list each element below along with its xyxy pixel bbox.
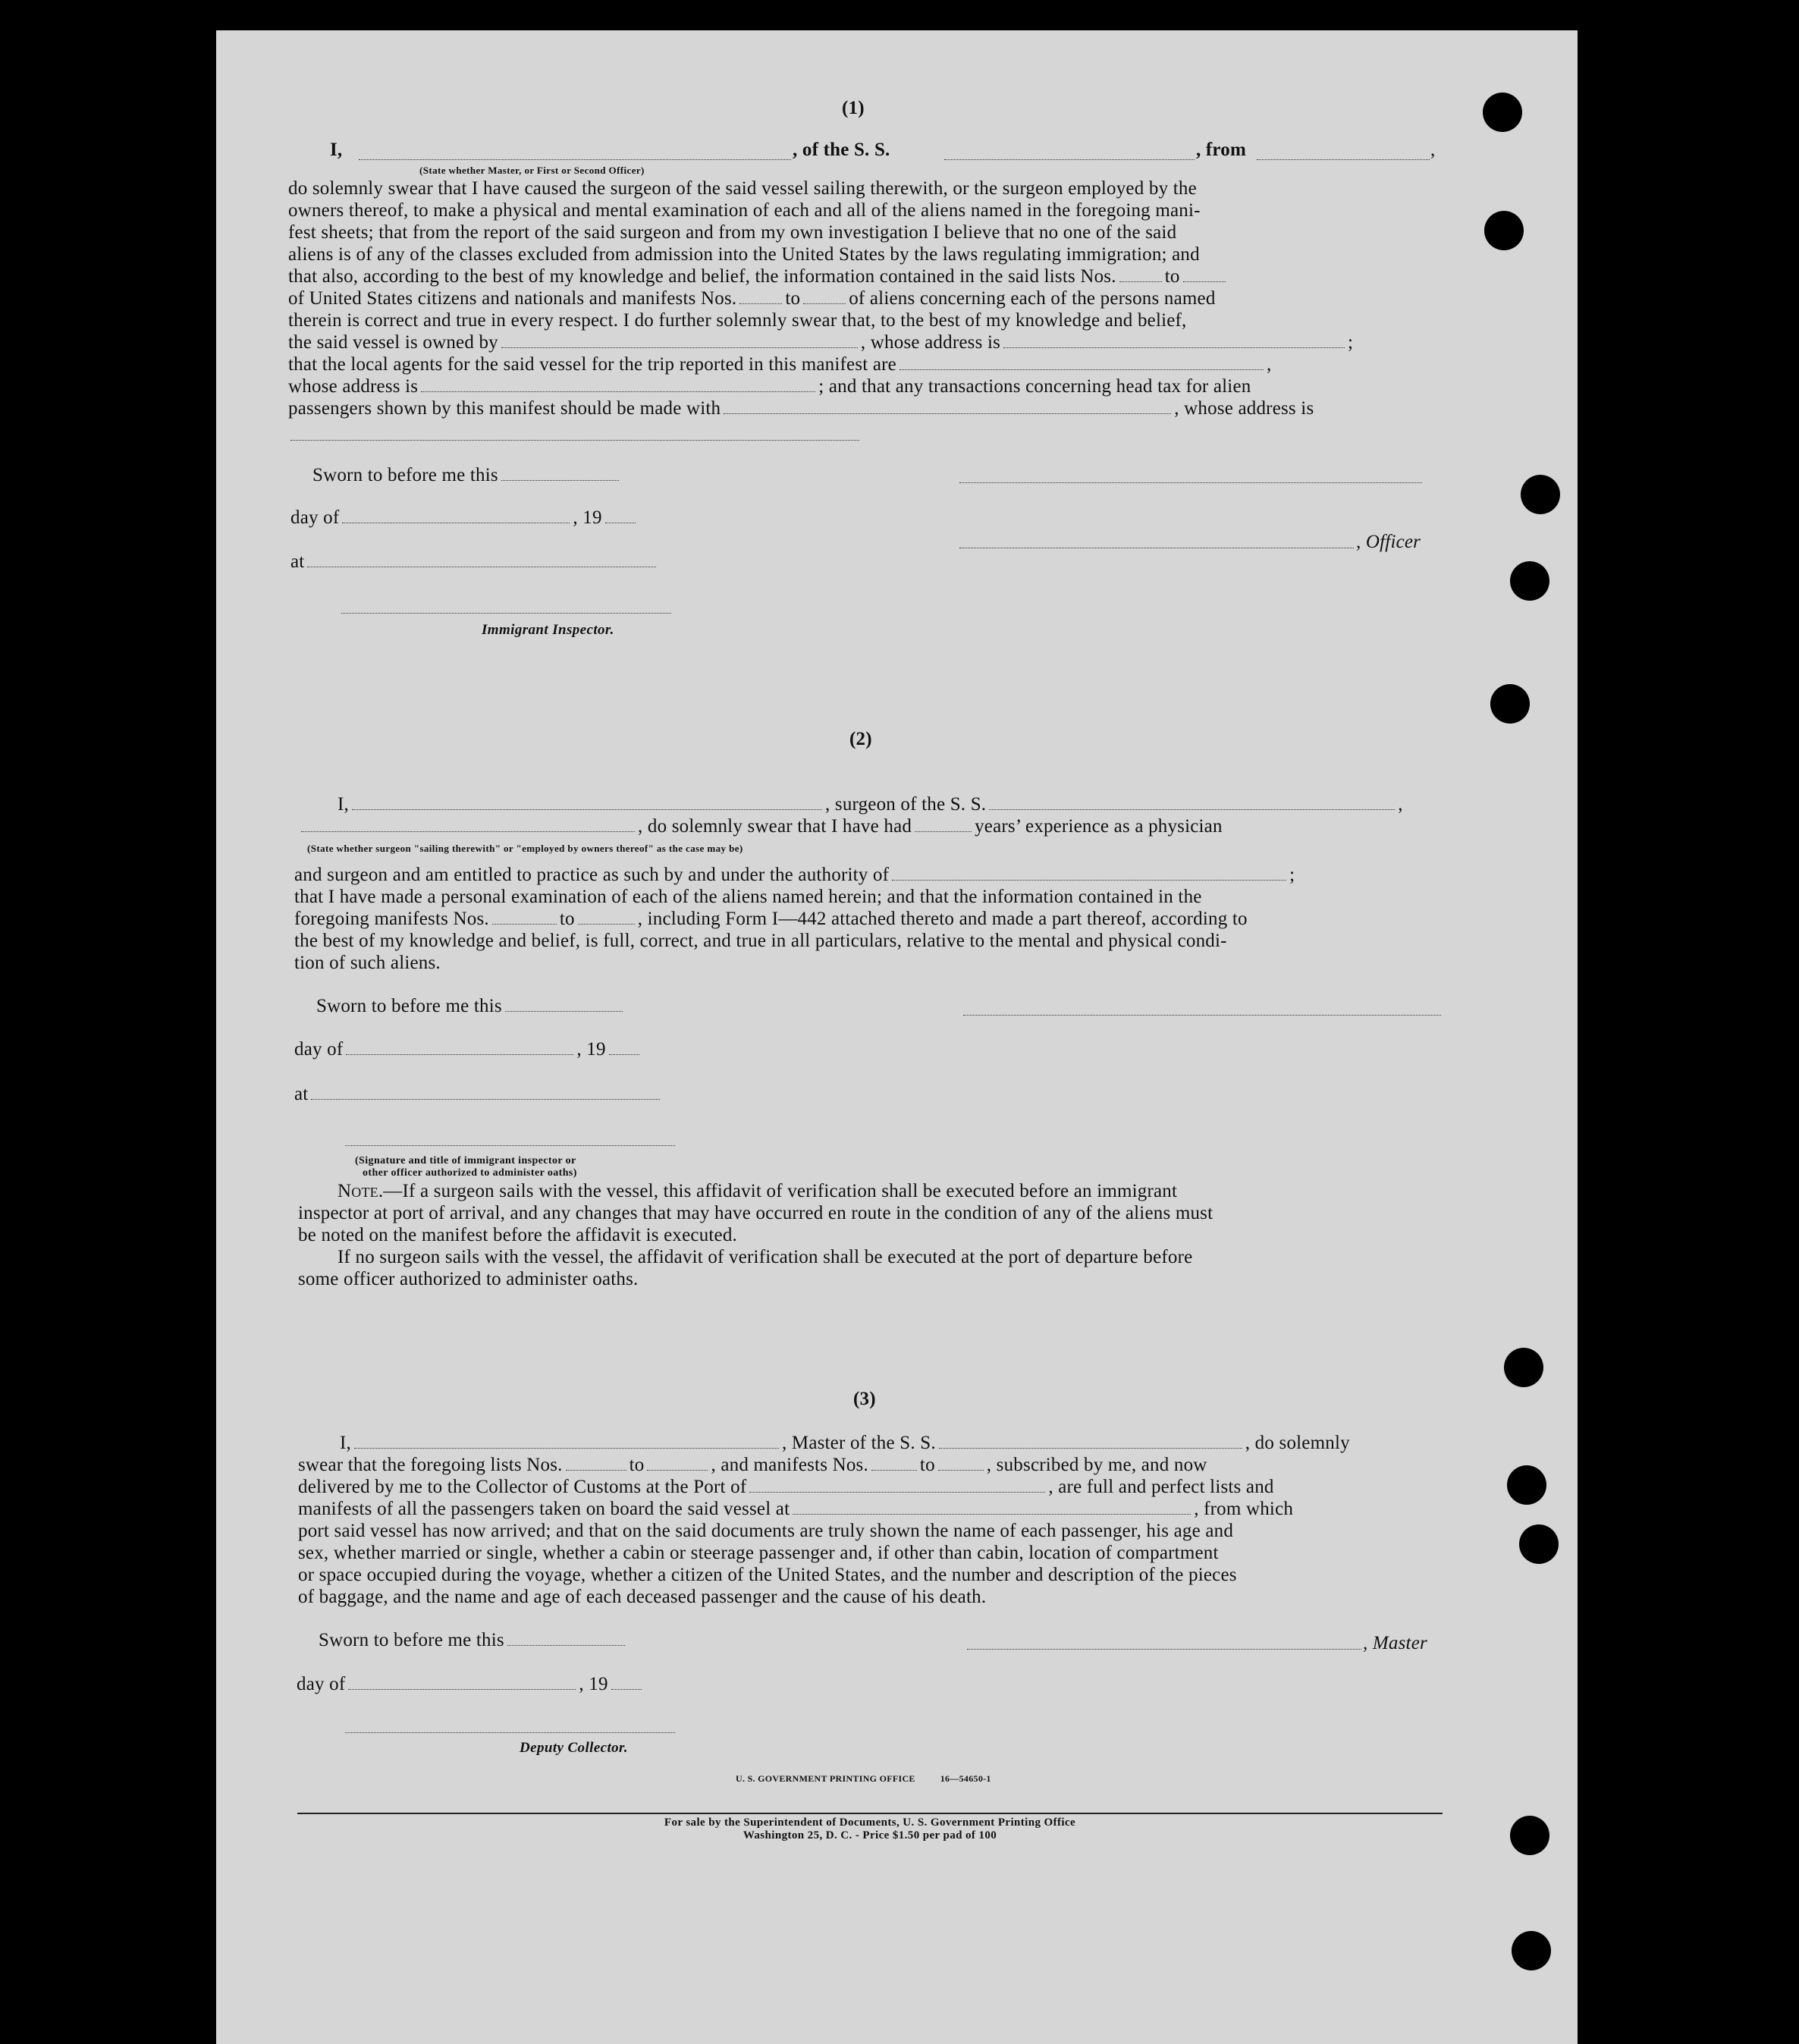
section3-line7: or space occupied during the voyage, whether a citizen of the United States, and the number and description of the pieces [298,1565,1237,1585]
para1-line7: therein is correct and true in every respect. I do further solemnly swear that, to the best of my knowledge and belief, [288,310,1187,331]
para1-line1: do solemnly swear that I have caused the surgeon of the said vessel sailing therewith, or the surgeon employed by the [288,178,1197,199]
master-signature-field[interactable] [967,1649,1361,1650]
semicolon: ; [1348,332,1354,353]
day-of-text: day of [297,1674,346,1694]
years-experience-field[interactable] [915,830,972,832]
manifests-nos-to-field[interactable] [803,303,846,304]
section-2-number: (2) [849,729,872,749]
local-agents-field[interactable] [900,369,1264,370]
surgeon-type-field[interactable] [301,830,635,832]
note-text: —If a surgeon sails with the vessel, this affidavit of verification shall be executed before an immigrant [383,1181,1178,1201]
whose-address-is-text: , whose address is [1174,398,1314,419]
sworn-text: Sworn to before me this [316,996,502,1016]
whose-address-text: whose address is [288,376,419,397]
manifests-from-field[interactable] [492,923,557,925]
year-field[interactable] [611,1688,642,1690]
at-text: at [294,1084,309,1104]
perfect-lists-text: , are full and perfect lists and [1048,1477,1274,1497]
to-text: to [559,909,575,929]
from-which-text: , from which [1194,1499,1294,1519]
from-comma: , [1430,140,1436,160]
declarant-label: I, [338,794,349,815]
head-tax-text: ; and that any transactions concerning head tax for alien [818,376,1251,397]
officer-signature-field[interactable] [959,482,1422,483]
lists-nos-text: that also, according to the best of my knowledge and belief, the information contained in the said lists Nos. [288,266,1116,287]
do-solemnly-text: , do solemnly [1245,1433,1350,1453]
sworn-date-field[interactable] [501,479,619,481]
authorized-officer-signature-field[interactable] [345,1145,675,1146]
para1-line5 [288,265,1229,287]
to-text: to [1164,266,1180,287]
declarant-label: I, [340,1433,351,1453]
head-tax-contact-field[interactable] [724,413,1171,414]
section3-line5: port said vessel has now arrived; and that on the said documents are truly shown the name of each passenger, his age and [298,1521,1234,1541]
note-paragraph-line3: be noted on the manifest before the affidavit is executed. [298,1225,737,1245]
day-of-label-3 [297,1673,645,1695]
section2-line1 [338,793,1403,815]
of-the-ss-label: , of the S. S. [793,140,890,160]
note2-paragraph-line1: If no surgeon sails with the vessel, the affidavit of verification shall be executed at the port of departure before [338,1247,1193,1267]
note-paragraph-line1 [338,1180,1177,1202]
day-month-field[interactable] [342,522,570,523]
sworn-text: Sworn to before me this [319,1630,504,1650]
manifests-from-field[interactable] [871,1469,917,1471]
punch-hole [1484,211,1524,250]
year-text: , 19 [579,1674,608,1694]
surgeon-of-text: , surgeon of the S. S. [824,794,987,815]
section2-line2 [298,815,1223,837]
manifests-to-field[interactable] [938,1469,984,1471]
punch-hole [1490,684,1530,724]
officer-note: (State whether Master, or First or Second Officer) [419,165,645,176]
vessel-name-field[interactable] [944,159,1195,160]
surgeon-type-note: (State whether surgeon "sailing therewith" or "employed by owners thereof" as the case may be) [307,843,743,854]
section3-line2 [298,1454,1207,1476]
sworn-text: Sworn to before me this [312,465,498,485]
para1-line4: aliens is of any of the classes excluded from admission into the United States by the laws regulating immigration; and [288,244,1200,265]
section-3-number: (3) [853,1389,876,1409]
lists-nos-text: swear that the foregoing lists Nos. [298,1455,563,1475]
taken-on-board-text: manifests of all the passengers taken on board the said vessel at [298,1499,790,1519]
sworn-label-2 [316,995,626,1017]
authority-field[interactable] [892,879,1286,881]
note-label: Note. [338,1181,384,1201]
punch-hole [1504,1348,1543,1387]
sworn-date-field[interactable] [505,1010,623,1012]
punch-hole [1510,1816,1549,1855]
delivered-text: delivered by me to the Collector of Customs at the Port of [298,1477,747,1497]
owner-address-field[interactable] [1003,347,1345,348]
section2-line7: tion of such aliens. [294,953,441,973]
section3-line8: of baggage, and the name and age of each deceased passenger and the cause of his death. [298,1587,987,1607]
declarant-label: I, [330,140,343,160]
punch-hole [1510,561,1549,601]
master-label: , Master [1363,1633,1427,1653]
para1-line2: owners thereof, to make a physical and mental examination of each and all of the aliens named in the foregoing mani- [288,200,1201,221]
master-name-field[interactable] [354,1447,779,1449]
sworn-label-1 [312,464,622,486]
day-month-field[interactable] [346,1053,573,1055]
day-of-label-2 [294,1038,642,1060]
sale-notice-line1: For sale by the Superintendent of Documents, U. S. Government Printing Office [664,1816,1076,1829]
manifests-nos-text: of United States citizens and nationals and manifests Nos. [288,288,737,309]
section2-line4: that I have made a personal examination of each of the aliens named herein; and that the information contained in the [294,887,1202,907]
surgeon-vessel-field[interactable] [989,808,1395,810]
to-text: to [785,288,801,309]
from-label: , from [1196,140,1246,160]
section3-line3 [298,1476,1274,1498]
officer-label: , Officer [1356,532,1421,552]
section3-line6: sex, whether married or single, whether a cabin or steerage passenger and, if other than cabin, location of compartment [298,1543,1219,1563]
manifests-nos-from-field[interactable] [739,303,782,304]
note2-paragraph-line2: some officer authorized to administer oaths. [298,1269,639,1289]
boarding-port-field[interactable] [793,1513,1191,1515]
years-experience-text: years’ experience as a physician [975,816,1223,837]
section3-line1 [340,1432,1350,1454]
agents-address-field[interactable] [421,391,815,392]
para1-line11 [288,397,1314,419]
at-text: at [290,551,305,572]
surgeon-signature-field[interactable] [963,1015,1441,1016]
master-of-text: , Master of the S. S. [781,1433,936,1453]
gpo-imprint: U. S. GOVERNMENT PRINTING OFFICE 16—54650-1 [736,1773,991,1784]
punch-hole [1507,1465,1546,1505]
local-agents-text: that the local agents for the said vessel for the trip reported in this manifest are [288,354,896,375]
section-1-number: (1) [842,98,865,118]
lists-to-field[interactable] [647,1469,708,1471]
from-port-field[interactable] [1257,159,1430,160]
year-field[interactable] [609,1053,639,1055]
subscribed-text: , subscribed by me, and now [986,1455,1207,1475]
section2-line3 [294,864,1295,886]
day-month-field[interactable] [348,1688,576,1690]
to-text: to [629,1455,645,1475]
owned-by-text: the said vessel is owned by [288,332,498,353]
master-vessel-field[interactable] [939,1447,1242,1449]
footer-rule [297,1813,1443,1814]
day-of-label-1 [290,507,639,529]
para1-line9 [288,353,1271,375]
year-text: , 19 [573,507,602,528]
manifests-nos-text: foregoing manifests Nos. [294,909,489,929]
punch-hole [1519,1524,1559,1564]
year-text: , 19 [576,1039,606,1060]
authority-text: and surgeon and am entitled to practice as such by and under the authority of [294,865,890,885]
passengers-shown-text: passengers shown by this manifest should be made with [288,398,721,419]
punch-hole [1483,93,1522,132]
section2-line5 [294,908,1248,930]
at-label-2 [294,1083,663,1105]
at-place-field[interactable] [307,566,656,567]
head-tax-address-field[interactable] [290,440,859,441]
form-page [216,30,1578,2044]
at-place-field[interactable] [311,1098,660,1100]
comma: , [1398,794,1403,815]
manifests-nos-text: , and manifests Nos. [711,1455,868,1475]
sworn-label-3 [319,1629,628,1651]
sworn-date-field[interactable] [507,1644,625,1646]
swear-had-text: , do solemnly swear that I have had [638,816,912,837]
form-i442-text: , including Form I—442 attached thereto and made a part thereof, according to [637,909,1248,929]
comma: , [1266,354,1272,375]
year-field[interactable] [605,522,636,523]
sale-notice-line2: Washington 25, D. C. - Price $1.50 per pad of 100 [743,1829,997,1841]
note-paragraph-line2: inspector at port of arrival, and any changes that may have occurred en route in the condition of any of the aliens must [298,1203,1213,1223]
to-text: to [919,1455,935,1475]
lists-nos-from-field[interactable] [1119,281,1162,282]
lists-nos-to-field[interactable] [1183,281,1226,282]
owner-field[interactable] [501,347,858,348]
signature-note-line1: (Signature and title of immigrant inspector or [355,1155,576,1166]
punch-hole [1512,1931,1551,1970]
port-field[interactable] [749,1491,1045,1493]
manifests-to-field[interactable] [578,923,635,925]
para1-line8 [288,331,1353,353]
deputy-collector-label: Deputy Collector. [520,1740,628,1756]
para1-line6 [288,287,1216,309]
day-of-text: day of [294,1039,344,1060]
surgeon-name-field[interactable] [352,808,822,810]
para1-line3: fest sheets; that from the report of the said surgeon and from my own investigation I believe that no one of the said [288,222,1177,243]
deputy-signature-field[interactable] [345,1732,675,1733]
semicolon: ; [1289,865,1295,885]
lists-from-field[interactable] [566,1469,626,1471]
day-of-text: day of [290,507,340,528]
immigrant-inspector-label: Immigrant Inspector. [482,622,614,638]
para1-line10 [288,375,1251,397]
owner-address-text: , whose address is [860,332,1001,353]
punch-hole [1521,475,1560,514]
section3-line4 [298,1498,1293,1520]
aliens-concerning-text: of aliens concerning each of the persons named [849,288,1216,309]
inspector-signature-field[interactable] [341,613,671,614]
section2-line6: the best of my knowledge and belief, is full, correct, and true in all particulars, relative to the mental and physical condi- [294,931,1227,951]
signature-note-line2: other officer authorized to administer oaths) [363,1167,577,1179]
at-label-1 [290,551,659,573]
